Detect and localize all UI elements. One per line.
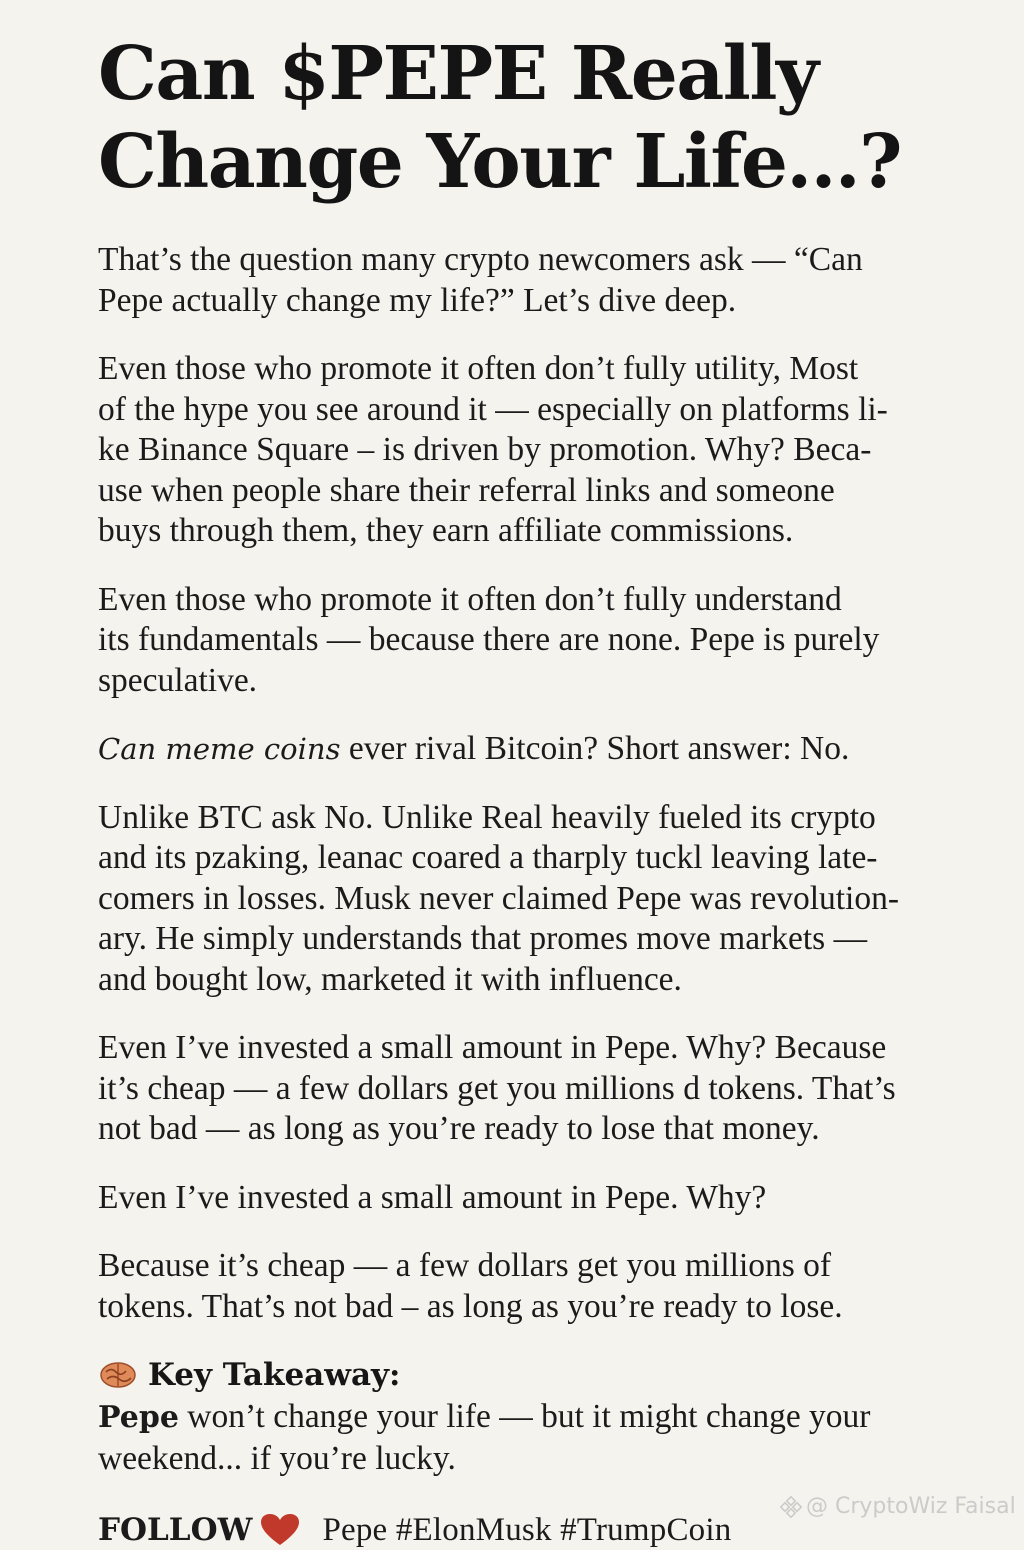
fundamentals-line: its fundamentals — because there are none. Pepe is purely (98, 621, 880, 658)
page-title (98, 30, 958, 206)
brain-icon (98, 1360, 138, 1390)
binance-logo-icon (780, 1496, 802, 1518)
hype-line: of the hype you see around it — especially on platforms li- (98, 390, 888, 428)
fundamentals-paragraph (98, 580, 958, 702)
intro-line: That’s the question many crypto newcomers ask — “Can (98, 241, 863, 278)
cheap-paragraph (98, 1246, 958, 1327)
hashtags: Pepe #ElonMusk #TrumpCoin (322, 1511, 732, 1548)
hype-line: use when people share their referral links and someone (98, 471, 835, 509)
rival-text: ever rival Bitcoin? Short answer: No. (340, 730, 850, 767)
takeaway-line (98, 1397, 958, 1439)
takeaway-line: weekend... if you’re lucky. (98, 1439, 456, 1477)
hype-line: Even those who promote it often don’t fully utility, Most (98, 350, 859, 387)
invest-paragraph (98, 1028, 958, 1150)
btc-line: ary. He simply understands that promes move markets — (98, 920, 868, 957)
btc-line: Unlike BTC ask No. Unlike Real heavily fueled its crypto (98, 798, 876, 836)
hype-line: buys through them, they earn affiliate commissions. (98, 512, 794, 549)
takeaway-title: Key Takeaway: (148, 1357, 401, 1393)
rival-line (98, 729, 958, 770)
rival-emphasis: Can meme coins (98, 732, 341, 766)
takeaway-text: won’t change your life — but it might change your (178, 1398, 871, 1435)
cheap-line: Because it’s cheap — a few dollars get you millions of (98, 1247, 832, 1284)
intro-line: Pepe actually change my life?” Let’s dive deep. (98, 281, 737, 319)
fundamentals-line: speculative. (98, 661, 258, 699)
watermark-text: @ CryptoWiz Faisal (806, 1494, 1016, 1519)
follow-label: FOLLOW (98, 1512, 253, 1548)
cheap-line: tokens. That’s not bad – as long as you’re ready to lose. (98, 1287, 843, 1325)
heart-icon (260, 1513, 300, 1547)
follow-row (98, 1510, 731, 1550)
invest-short-line: Even I’ve invested a small amount in Pepe. Why? (98, 1178, 767, 1216)
intro-paragraph (98, 240, 958, 321)
invest-line: not bad — as long as you’re ready to lose that money. (98, 1110, 820, 1147)
btc-line: and bought low, marketed it with influence. (98, 960, 682, 998)
fundamentals-line: Even those who promote it often don’t fully understand (98, 580, 842, 618)
title-line-2: Change Your Life...? (98, 119, 902, 205)
title-line-1: Can $PEPE Really (98, 31, 818, 117)
hype-paragraph (98, 349, 958, 552)
takeaway-heading (98, 1355, 958, 1395)
btc-line: and its pzaking, leanac coared a tharply tuckl leaving late- (98, 839, 878, 876)
btc-paragraph (98, 798, 958, 1001)
invest-short-paragraph (98, 1178, 958, 1219)
rival-paragraph (98, 729, 958, 770)
takeaway-paragraph (98, 1397, 958, 1479)
watermark (780, 1494, 1016, 1519)
invest-line: it’s cheap — a few dollars get you millions d tokens. That’s (98, 1069, 896, 1107)
takeaway-bold-lead: Pepe (98, 1400, 179, 1435)
article (98, 30, 958, 1479)
invest-line: Even I’ve invested a small amount in Pepe. Why? Because (98, 1029, 887, 1066)
btc-line: comers in losses. Musk never claimed Pepe was revolution- (98, 879, 900, 917)
hype-line: ke Binance Square – is driven by promotion. Why? Beca- (98, 431, 872, 468)
